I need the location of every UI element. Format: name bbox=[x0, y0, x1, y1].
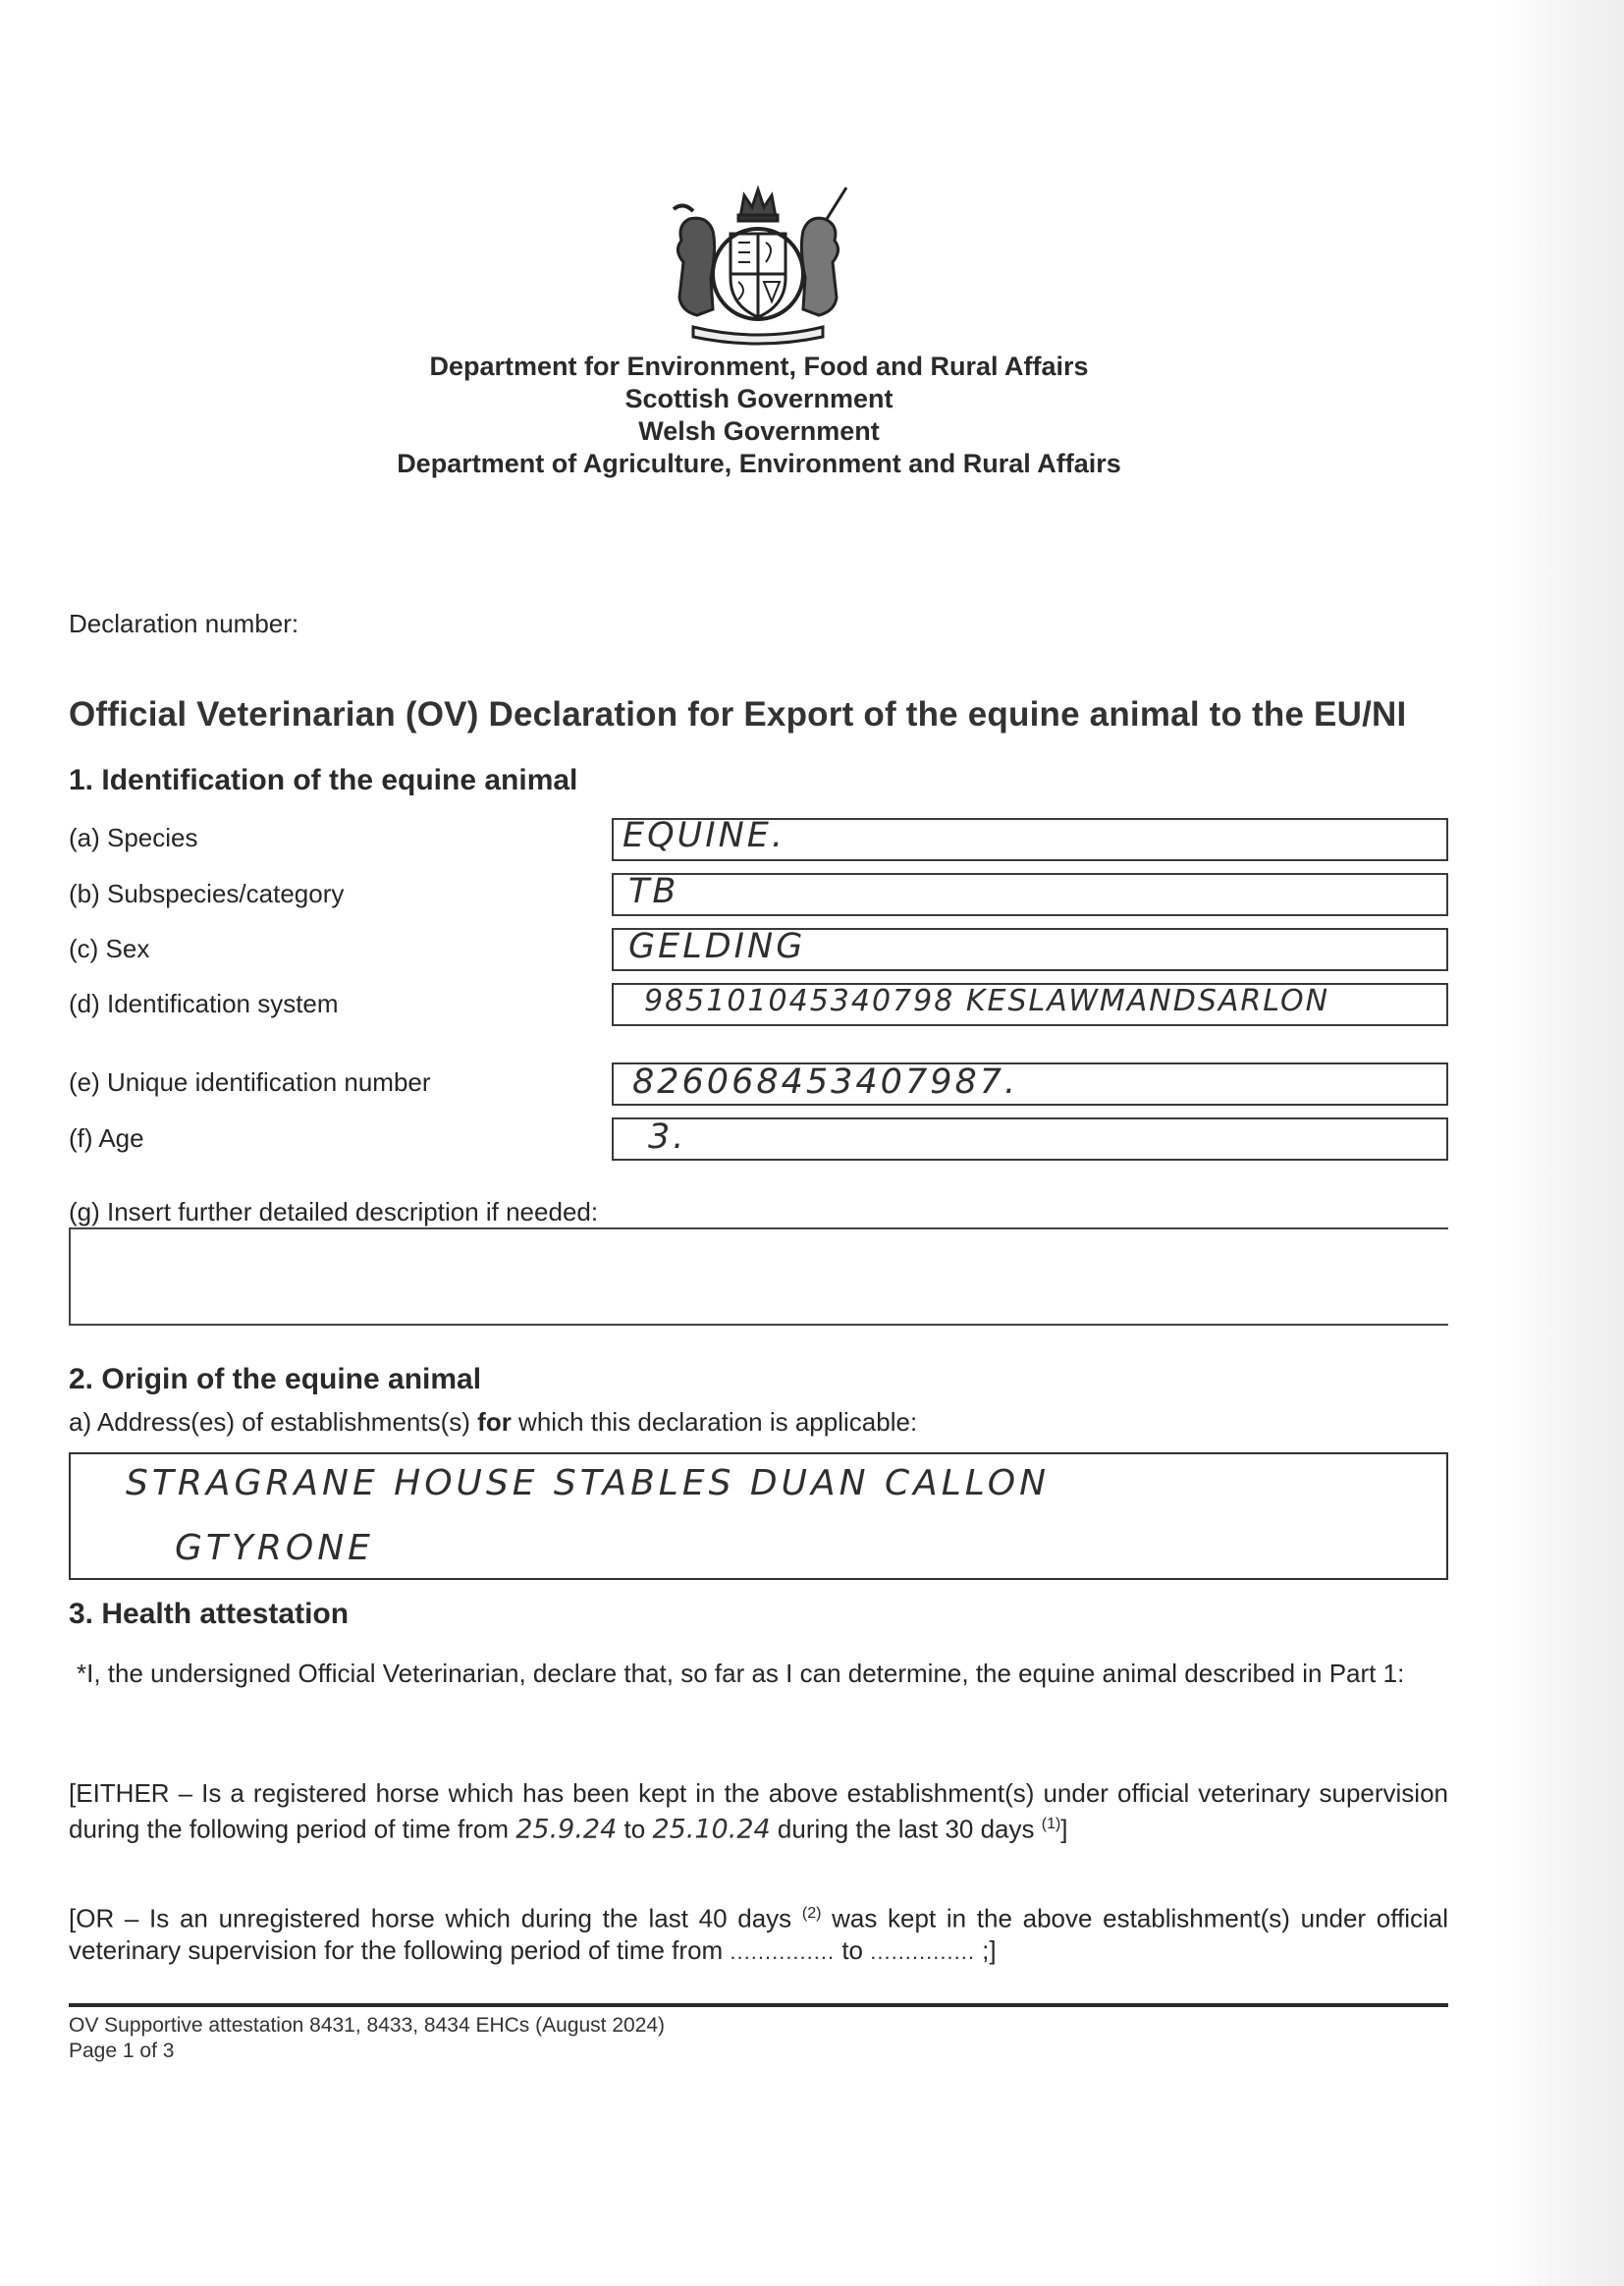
department-scottish-gov: Scottish Government bbox=[624, 384, 893, 413]
or-end: ;] bbox=[974, 1934, 997, 1965]
age-label: (f) Age bbox=[69, 1123, 144, 1153]
or-from-blank[interactable]: ............... bbox=[730, 1938, 836, 1964]
address-line-2: GTYRONE bbox=[175, 1528, 374, 1568]
department-welsh-gov: Welsh Government bbox=[638, 416, 880, 446]
subspecies-value: TB bbox=[628, 872, 679, 911]
or-text-1: [OR – Is an unregistered horse which during the last 40 days bbox=[69, 1903, 802, 1933]
address-instruction-post: which this declaration is applicable: bbox=[511, 1407, 918, 1437]
footer-attestation-ref: OV Supportive attestation 8431, 8433, 8434 EHCs (August 2024) bbox=[69, 2014, 666, 2037]
either-text-2: during the last 30 days bbox=[770, 1814, 1042, 1844]
section2-heading: 2. Origin of the equine animal bbox=[69, 1363, 482, 1395]
further-description-field[interactable] bbox=[69, 1227, 1448, 1326]
address-line-1: STRAGRANE HOUSE STABLES DUAN CALLON bbox=[126, 1463, 1050, 1503]
age-field[interactable] bbox=[612, 1117, 1448, 1161]
or-to-blank[interactable]: ............... bbox=[870, 1938, 975, 1964]
identification-system-label: (d) Identification system bbox=[69, 989, 339, 1018]
department-daera: Department of Agriculture, Environment and Rural Affairs bbox=[397, 449, 1121, 478]
or-footnote-ref: (2) bbox=[801, 1905, 822, 1922]
further-description-label: (g) Insert further detailed description if needed: bbox=[69, 1197, 599, 1226]
address-instruction bbox=[69, 1407, 917, 1438]
either-to-date: 25.10.24 bbox=[652, 1814, 771, 1845]
either-text-1: [EITHER – Is a registered horse which has been kept in the above establishment(s) under official veterinary supervision during the following period of time from bbox=[69, 1778, 1448, 1844]
either-footnote-ref: (1) bbox=[1041, 1816, 1061, 1832]
footer-divider bbox=[69, 2003, 1448, 2007]
department-defra: Department for Environment, Food and Rural Affairs bbox=[429, 352, 1089, 381]
footer-page-number: Page 1 of 3 bbox=[69, 2040, 175, 2062]
subspecies-label: (b) Subspecies/category bbox=[69, 879, 345, 908]
address-instruction-bold: for bbox=[477, 1407, 512, 1437]
sex-value: GELDING bbox=[628, 927, 806, 966]
or-clause bbox=[69, 1898, 1448, 1968]
age-value: 3. bbox=[648, 1117, 687, 1157]
subspecies-field[interactable] bbox=[612, 873, 1448, 916]
species-label: (a) Species bbox=[69, 823, 198, 852]
unique-id-value: 826068453407987. bbox=[632, 1062, 1019, 1102]
address-instruction-pre: a) Address(es) of establishments(s) bbox=[69, 1407, 478, 1437]
section1-heading: 1. Identification of the equine animal bbox=[69, 764, 578, 796]
either-clause bbox=[69, 1777, 1448, 1846]
either-from-date: 25.9.24 bbox=[515, 1814, 618, 1845]
declaration-number-label: Declaration number: bbox=[69, 609, 299, 638]
either-end: ] bbox=[1060, 1814, 1068, 1844]
health-attestation-intro: *I, the undersigned Official Veterinarian, declare that, so far as I can determine, the equine animal described in Part 1: bbox=[77, 1659, 1405, 1688]
or-text-2: was kept in the above establishment(s) under official veterinary supervision for the following period of time from bbox=[69, 1903, 1448, 1965]
identification-system-value: 985101045340798 KESLAWMANDSARLON bbox=[644, 984, 1330, 1018]
department-names bbox=[324, 351, 1194, 480]
section3-heading: 3. Health attestation bbox=[69, 1598, 350, 1630]
document-title: Official Veterinarian (OV) Declaration for Export of the equine animal to the EU/NI bbox=[69, 695, 1407, 734]
or-to-word: to bbox=[835, 1934, 871, 1965]
species-value: EQUINE. bbox=[623, 816, 786, 855]
sex-label: (c) Sex bbox=[69, 934, 150, 963]
either-to-word: to bbox=[617, 1814, 653, 1844]
royal-coat-of-arms-icon bbox=[660, 180, 856, 347]
unique-id-label: (e) Unique identification number bbox=[69, 1067, 431, 1097]
